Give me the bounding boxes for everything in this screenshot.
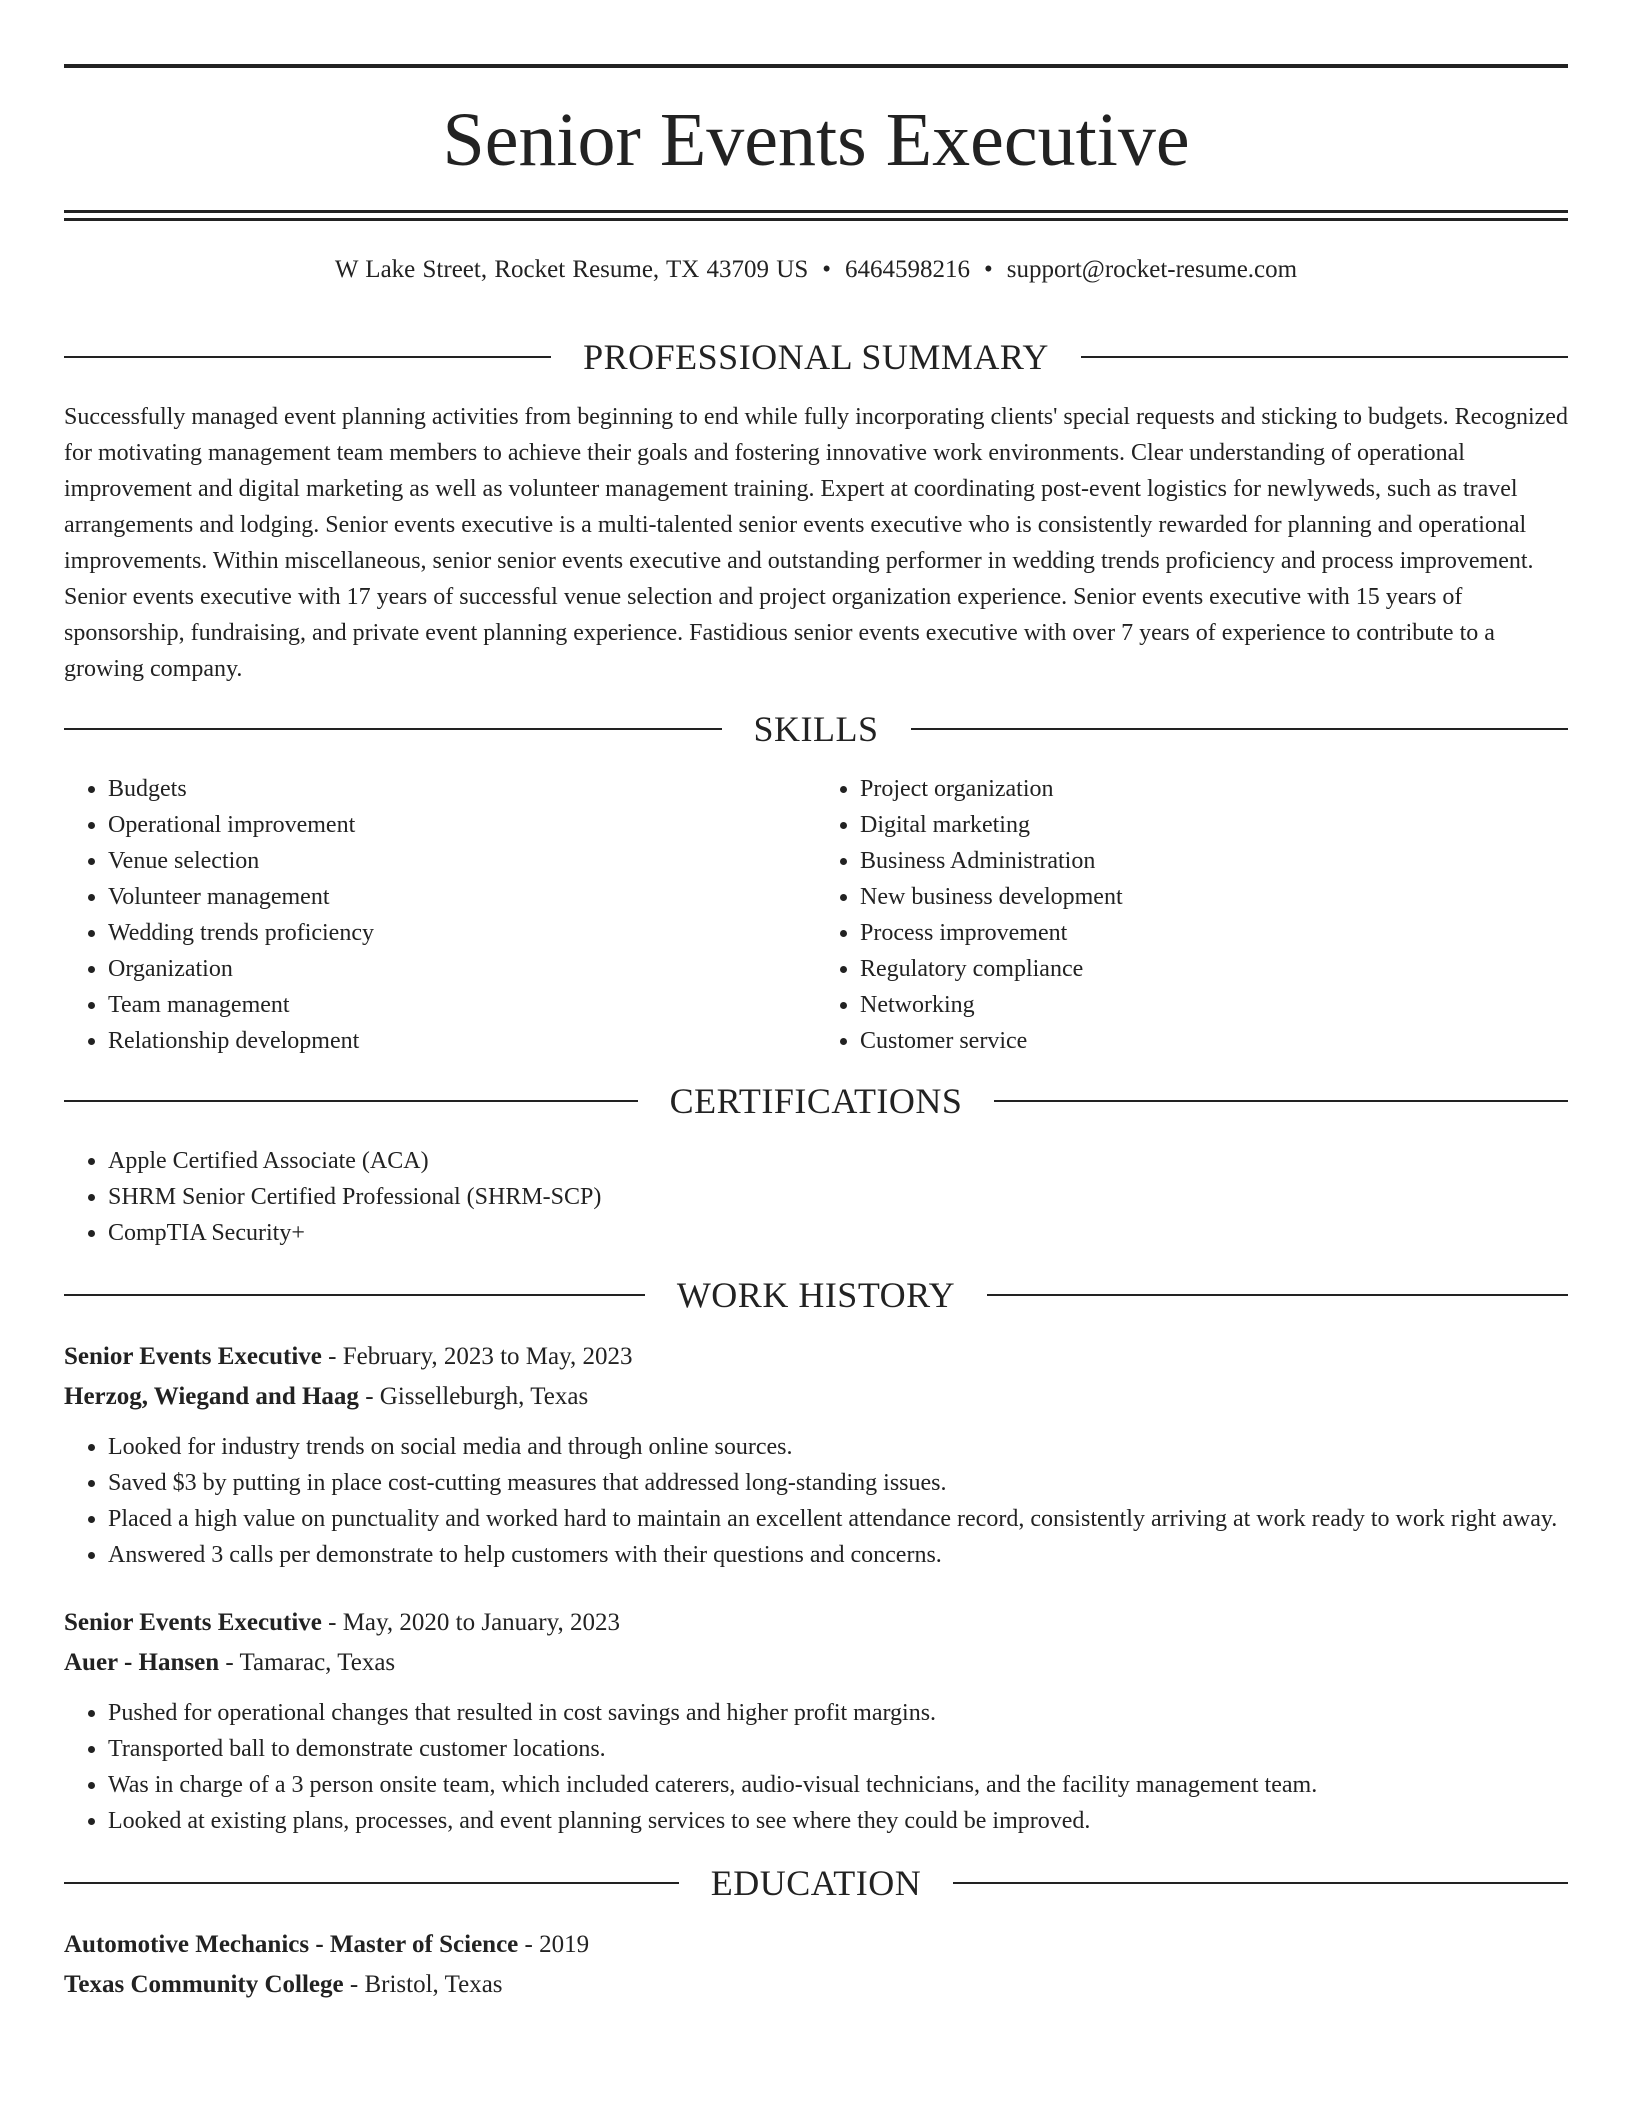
address: W Lake Street, Rocket Resume, TX 43709 US (334, 256, 809, 283)
education-heading (64, 1863, 1568, 1903)
contact-line (64, 255, 1568, 285)
divider (994, 1100, 1568, 1102)
list-item: • Venue selection (108, 843, 816, 879)
school-name: Texas Community College (64, 1971, 344, 1998)
job-entry (64, 1603, 1568, 1839)
school-line (64, 1965, 1568, 2005)
divider (1081, 356, 1568, 358)
summary-text: Successfully managed event planning activities from beginning to end while fully incorporating clients' special requests and sticking to budgets. Recognized for motivating management team members to achieve their goals and fostering innovative work environments. Clear understanding of operational improvement and digital marketing as well as volunteer management training. Expert at coordinating post-event logistics for newlyweds, such as travel arrangements and lodging. Senior events executive is a multi-talented senior events executive who is consistently rewarded for planning and operational improvements. Within miscellaneous, senior senior events executive and outstanding performer in wedding trends proficiency and process improvement. Senior events executive with 17 years of successful venue selection and project organization experience. Senior events executive with 15 years of sponsorship, fundraising, and private event planning experience. Fastidious senior events executive with over 7 years of experience to contribute to a growing company. (64, 404, 1568, 682)
divider (64, 1294, 645, 1296)
job-title-line (64, 1337, 1568, 1377)
section-title: WORK HISTORY (676, 1275, 956, 1315)
list-item: • Customer service (860, 1023, 1568, 1059)
job-entry (64, 1337, 1568, 1573)
skills-column-right (816, 771, 1568, 1059)
school-location: - Bristol, Texas (343, 1971, 503, 1998)
divider (64, 728, 722, 730)
list-item: • Project organization (860, 771, 1568, 807)
list-item: • New business development (860, 879, 1568, 915)
top-rule (64, 64, 1568, 68)
list-item: • Networking (860, 987, 1568, 1023)
section-title: EDUCATION (710, 1863, 922, 1903)
title-rule (64, 210, 1568, 213)
job-bullets (64, 1695, 1568, 1839)
title-rule (64, 218, 1568, 221)
phone: 6464598216 (845, 256, 971, 283)
skills-heading (64, 709, 1568, 749)
company-location: - Gisselleburgh, Texas (358, 1383, 589, 1410)
degree: Automotive Mechanics - Master of Science (64, 1931, 519, 1958)
skills-list (64, 771, 1568, 1059)
divider (64, 1100, 638, 1102)
page-title: Senior Events Executive (442, 98, 1190, 182)
list-item: • Digital marketing (860, 807, 1568, 843)
job-company-line (64, 1643, 1568, 1683)
section-title: SKILLS (753, 709, 879, 749)
divider (64, 1882, 679, 1884)
list-item: • Team management (108, 987, 816, 1023)
job-title: Senior Events Executive (64, 1609, 322, 1636)
company-location: - Tamarac, Texas (219, 1649, 396, 1676)
list-item: • Relationship development (108, 1023, 816, 1059)
divider (987, 1294, 1568, 1296)
list-item: • CompTIA Security+ (108, 1215, 1568, 1251)
divider (911, 728, 1569, 730)
education-entry (64, 1925, 1568, 2005)
list-item: • Was in charge of a 3 person onsite team, which included caterers, audio-visual technicians, and the facility management team. (108, 1767, 1568, 1803)
section-title: CERTIFICATIONS (669, 1081, 963, 1121)
separator: • (984, 256, 993, 283)
list-item: • Transported ball to demonstrate customer locations. (108, 1731, 1568, 1767)
list-item: • Regulatory compliance (860, 951, 1568, 987)
list-item: • Process improvement (860, 915, 1568, 951)
resume-page (64, 0, 1568, 2005)
job-title-line (64, 1603, 1568, 1643)
list-item: • Wedding trends proficiency (108, 915, 816, 951)
list-item: • Looked for industry trends on social media and through online sources. (108, 1429, 1568, 1465)
divider (953, 1882, 1568, 1884)
certifications-heading (64, 1081, 1568, 1121)
certifications-list (64, 1143, 1568, 1251)
list-item: • Volunteer management (108, 879, 816, 915)
list-item: • Looked at existing plans, processes, and event planning services to see where they could be improved. (108, 1803, 1568, 1839)
list-item: • Saved $3 by putting in place cost-cutting measures that addressed long-standing issues. (108, 1465, 1568, 1501)
email: support@rocket-resume.com (1006, 256, 1298, 283)
job-dates: - February, 2023 to May, 2023 (321, 1343, 633, 1370)
job-title: Senior Events Executive (64, 1343, 322, 1370)
job-bullets (64, 1429, 1568, 1573)
summary-heading (64, 337, 1568, 377)
separator: • (822, 256, 832, 283)
section-title: PROFESSIONAL SUMMARY (583, 337, 1049, 377)
graduation-year: - 2019 (518, 1931, 590, 1958)
company-name: Herzog, Wiegand and Haag (64, 1383, 359, 1410)
list-item: • Apple Certified Associate (ACA) (108, 1143, 1568, 1179)
divider (64, 356, 551, 358)
list-item: • Budgets (108, 771, 816, 807)
list-item: • Business Administration (860, 843, 1568, 879)
list-item: • Operational improvement (108, 807, 816, 843)
list-item: • Pushed for operational changes that resulted in cost savings and higher profit margins. (108, 1695, 1568, 1731)
job-company-line (64, 1377, 1568, 1417)
list-item: • Placed a high value on punctuality and worked hard to maintain an excellent attendance record, consistently arriving at work ready to work right away. (108, 1501, 1568, 1537)
list-item: • Organization (108, 951, 816, 987)
list-item: • Answered 3 calls per demonstrate to help customers with their questions and concerns. (108, 1537, 1568, 1573)
skills-column-left (64, 771, 816, 1059)
degree-line (64, 1925, 1568, 1965)
list-item: • SHRM Senior Certified Professional (SHRM-SCP) (108, 1179, 1568, 1215)
job-dates: - May, 2020 to January, 2023 (321, 1609, 620, 1636)
company-name: Auer - Hansen (64, 1649, 220, 1676)
work-heading (64, 1275, 1568, 1315)
